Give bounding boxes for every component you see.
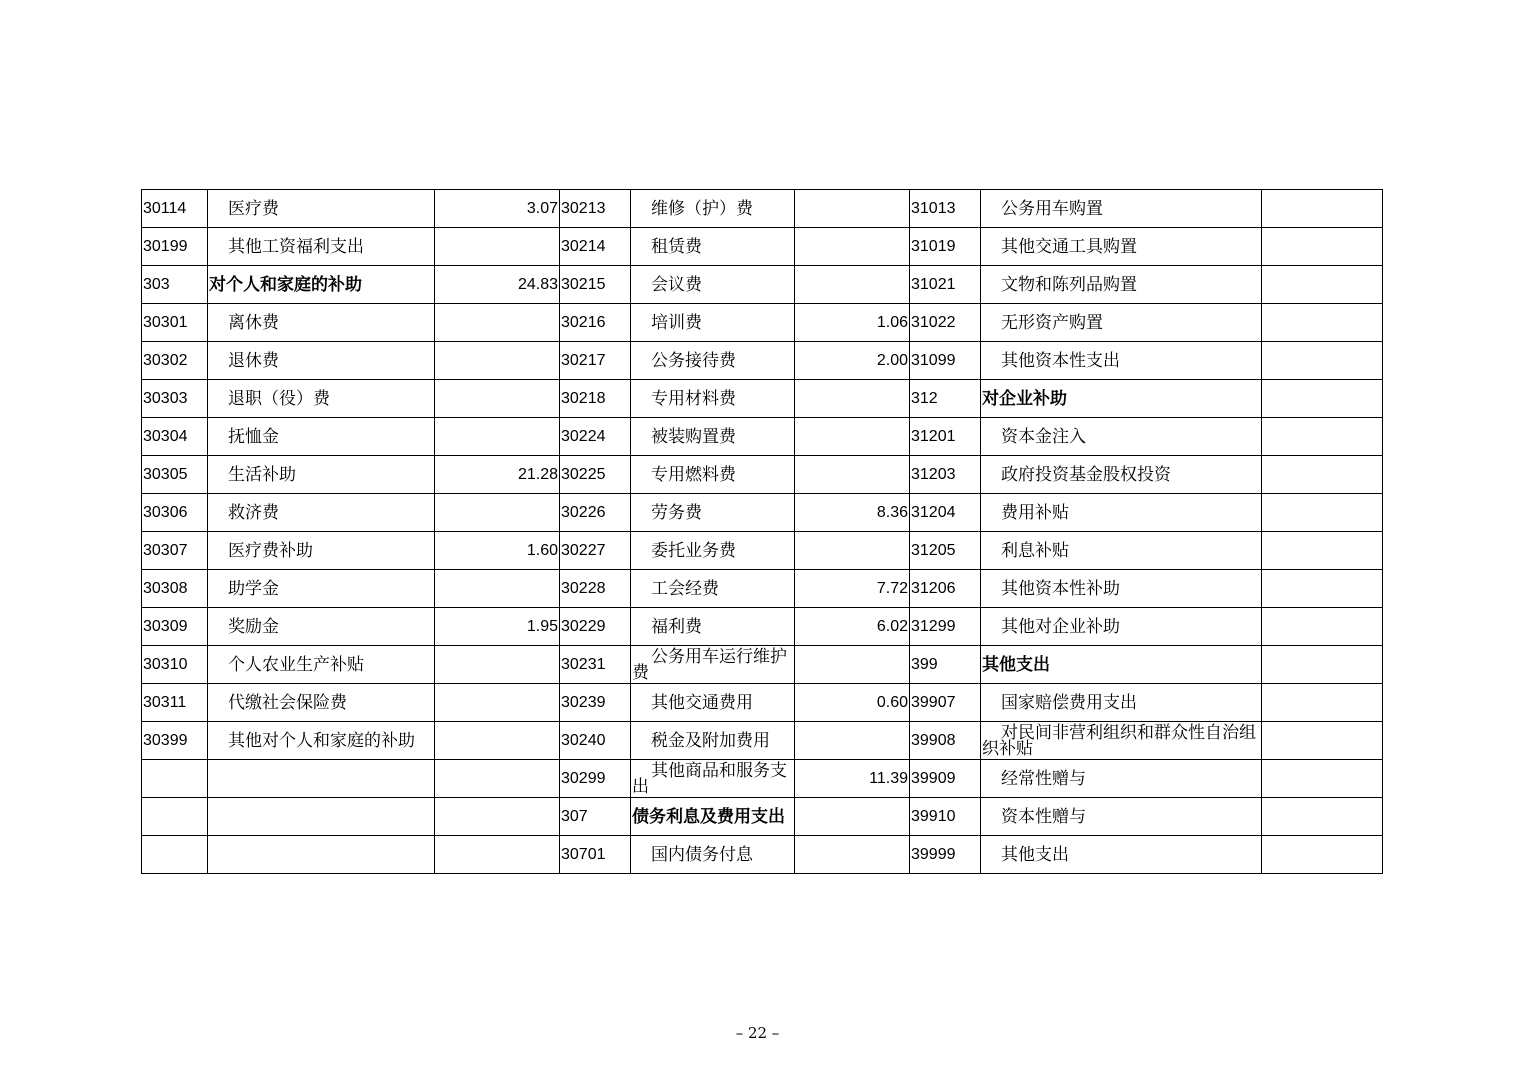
- table-row: [142, 532, 1383, 570]
- amount-cell: [795, 190, 910, 228]
- amount-cell: 1.60: [435, 532, 560, 570]
- amount-cell: 2.00: [795, 342, 910, 380]
- item-code-cell: 30308: [142, 570, 208, 608]
- item-code-cell: [142, 836, 208, 874]
- item-name-cell: 其他资本性补助: [981, 570, 1262, 608]
- table-row: [142, 304, 1383, 342]
- item-name-cell: 其他对企业补助: [981, 608, 1262, 646]
- amount-cell: [435, 494, 560, 532]
- table-row: [142, 266, 1383, 304]
- item-code-cell: 31206: [910, 570, 981, 608]
- item-code-cell: 30701: [560, 836, 631, 874]
- table-row: [142, 836, 1383, 874]
- item-code-cell: 30239: [560, 684, 631, 722]
- item-code-cell: 31019: [910, 228, 981, 266]
- table-row: [142, 456, 1383, 494]
- amount-cell: 8.36: [795, 494, 910, 532]
- item-name-cell: 其他交通工具购置: [981, 228, 1262, 266]
- amount-cell: 11.39: [795, 760, 910, 798]
- amount-cell: [1262, 304, 1383, 342]
- item-code-cell: 312: [910, 380, 981, 418]
- amount-cell: [435, 342, 560, 380]
- table-row: [142, 722, 1383, 760]
- item-name-cell: 其他支出: [981, 646, 1262, 684]
- amount-cell: [435, 684, 560, 722]
- table-body: [142, 190, 1383, 874]
- item-code-cell: 39908: [910, 722, 981, 760]
- item-name-cell: 经常性赠与: [981, 760, 1262, 798]
- item-name-cell: [208, 760, 435, 798]
- amount-cell: [795, 836, 910, 874]
- amount-cell: [1262, 836, 1383, 874]
- item-code-cell: 30214: [560, 228, 631, 266]
- item-name-cell: 医疗费补助: [208, 532, 435, 570]
- item-code-cell: [142, 760, 208, 798]
- amount-cell: 6.02: [795, 608, 910, 646]
- item-code-cell: 31022: [910, 304, 981, 342]
- item-name-cell: 对企业补助: [981, 380, 1262, 418]
- amount-cell: 1.95: [435, 608, 560, 646]
- item-code-cell: 30228: [560, 570, 631, 608]
- amount-cell: 1.06: [795, 304, 910, 342]
- item-name-cell: 租赁费: [631, 228, 795, 266]
- item-code-cell: 30240: [560, 722, 631, 760]
- item-name-cell: 其他商品和服务支出: [631, 760, 795, 798]
- item-code-cell: 30227: [560, 532, 631, 570]
- item-name-cell: 助学金: [208, 570, 435, 608]
- amount-cell: [435, 418, 560, 456]
- table-row: [142, 760, 1383, 798]
- amount-cell: [1262, 266, 1383, 304]
- item-code-cell: 39910: [910, 798, 981, 836]
- table-row: [142, 342, 1383, 380]
- amount-cell: [795, 646, 910, 684]
- item-code-cell: 30311: [142, 684, 208, 722]
- amount-cell: [435, 380, 560, 418]
- item-name-cell: 税金及附加费用: [631, 722, 795, 760]
- item-name-cell: 其他资本性支出: [981, 342, 1262, 380]
- item-name-cell: 委托业务费: [631, 532, 795, 570]
- item-name-cell: 公务接待费: [631, 342, 795, 380]
- item-name-cell: 救济费: [208, 494, 435, 532]
- item-name-cell: 专用燃料费: [631, 456, 795, 494]
- item-name-cell: 资本金注入: [981, 418, 1262, 456]
- item-code-cell: 31099: [910, 342, 981, 380]
- amount-cell: [1262, 494, 1383, 532]
- amount-cell: 24.83: [435, 266, 560, 304]
- amount-cell: [435, 798, 560, 836]
- expense-classification-table: [141, 189, 1383, 874]
- item-code-cell: 31021: [910, 266, 981, 304]
- item-name-cell: 费用补贴: [981, 494, 1262, 532]
- item-name-cell: 离休费: [208, 304, 435, 342]
- item-code-cell: 30304: [142, 418, 208, 456]
- amount-cell: [435, 228, 560, 266]
- table-row: [142, 684, 1383, 722]
- amount-cell: 3.07: [435, 190, 560, 228]
- item-code-cell: 307: [560, 798, 631, 836]
- item-name-cell: 抚恤金: [208, 418, 435, 456]
- item-code-cell: 30226: [560, 494, 631, 532]
- item-name-cell: 培训费: [631, 304, 795, 342]
- amount-cell: [1262, 380, 1383, 418]
- item-name-cell: 生活补助: [208, 456, 435, 494]
- item-code-cell: 31013: [910, 190, 981, 228]
- item-code-cell: 30213: [560, 190, 631, 228]
- table-row: [142, 494, 1383, 532]
- amount-cell: [435, 570, 560, 608]
- item-name-cell: 退休费: [208, 342, 435, 380]
- amount-cell: [1262, 798, 1383, 836]
- item-code-cell: 30218: [560, 380, 631, 418]
- item-code-cell: 31299: [910, 608, 981, 646]
- item-code-cell: 30306: [142, 494, 208, 532]
- item-code-cell: 30231: [560, 646, 631, 684]
- item-code-cell: 31205: [910, 532, 981, 570]
- amount-cell: [435, 646, 560, 684]
- item-code-cell: 31201: [910, 418, 981, 456]
- item-code-cell: 30114: [142, 190, 208, 228]
- item-code-cell: 30399: [142, 722, 208, 760]
- item-name-cell: 劳务费: [631, 494, 795, 532]
- item-name-cell: [208, 798, 435, 836]
- item-name-cell: 公务用车运行维护费: [631, 646, 795, 684]
- item-name-cell: 其他工资福利支出: [208, 228, 435, 266]
- item-code-cell: 303: [142, 266, 208, 304]
- table-row: [142, 418, 1383, 456]
- item-name-cell: 被装购置费: [631, 418, 795, 456]
- item-code-cell: 30305: [142, 456, 208, 494]
- amount-cell: [795, 266, 910, 304]
- item-code-cell: 30216: [560, 304, 631, 342]
- item-name-cell: 其他支出: [981, 836, 1262, 874]
- amount-cell: [1262, 342, 1383, 380]
- amount-cell: [795, 456, 910, 494]
- amount-cell: [1262, 418, 1383, 456]
- item-code-cell: 30225: [560, 456, 631, 494]
- item-name-cell: 债务利息及费用支出: [631, 798, 795, 836]
- amount-cell: [795, 798, 910, 836]
- item-code-cell: [142, 798, 208, 836]
- item-name-cell: 奖励金: [208, 608, 435, 646]
- amount-cell: [1262, 456, 1383, 494]
- amount-cell: 7.72: [795, 570, 910, 608]
- item-name-cell: 其他对个人和家庭的补助: [208, 722, 435, 760]
- item-name-cell: 公务用车购置: [981, 190, 1262, 228]
- item-name-cell: 国内债务付息: [631, 836, 795, 874]
- item-name-cell: 其他交通费用: [631, 684, 795, 722]
- item-name-cell: 工会经费: [631, 570, 795, 608]
- item-name-cell: 利息补贴: [981, 532, 1262, 570]
- item-name-cell: 对民间非营利组织和群众性自治组织补贴: [981, 722, 1262, 760]
- amount-cell: [795, 532, 910, 570]
- item-code-cell: 39907: [910, 684, 981, 722]
- item-name-cell: 个人农业生产补贴: [208, 646, 435, 684]
- item-code-cell: 30229: [560, 608, 631, 646]
- item-name-cell: 文物和陈列品购置: [981, 266, 1262, 304]
- amount-cell: [1262, 190, 1383, 228]
- item-code-cell: 30309: [142, 608, 208, 646]
- item-code-cell: 39999: [910, 836, 981, 874]
- item-code-cell: 30224: [560, 418, 631, 456]
- amount-cell: 21.28: [435, 456, 560, 494]
- item-code-cell: 30199: [142, 228, 208, 266]
- item-code-cell: 39909: [910, 760, 981, 798]
- table-row: [142, 570, 1383, 608]
- table-row: [142, 646, 1383, 684]
- item-code-cell: 30302: [142, 342, 208, 380]
- amount-cell: [1262, 684, 1383, 722]
- amount-cell: [1262, 646, 1383, 684]
- page-number: – 22 –: [735, 1024, 780, 1042]
- item-name-cell: 政府投资基金股权投资: [981, 456, 1262, 494]
- item-name-cell: 专用材料费: [631, 380, 795, 418]
- amount-cell: [435, 304, 560, 342]
- item-name-cell: 福利费: [631, 608, 795, 646]
- item-code-cell: 30310: [142, 646, 208, 684]
- amount-cell: [1262, 760, 1383, 798]
- item-name-cell: 代缴社会保险费: [208, 684, 435, 722]
- table-row: [142, 380, 1383, 418]
- item-name-cell: 对个人和家庭的补助: [208, 266, 435, 304]
- amount-cell: [1262, 608, 1383, 646]
- item-name-cell: 国家赔偿费用支出: [981, 684, 1262, 722]
- amount-cell: [435, 722, 560, 760]
- item-code-cell: 399: [910, 646, 981, 684]
- amount-cell: [795, 418, 910, 456]
- item-code-cell: 30303: [142, 380, 208, 418]
- item-name-cell: 维修（护）费: [631, 190, 795, 228]
- item-name-cell: 会议费: [631, 266, 795, 304]
- table-row: [142, 608, 1383, 646]
- amount-cell: [435, 760, 560, 798]
- amount-cell: [1262, 570, 1383, 608]
- item-name-cell: 无形资产购置: [981, 304, 1262, 342]
- amount-cell: [795, 722, 910, 760]
- amount-cell: [1262, 228, 1383, 266]
- item-name-cell: [208, 836, 435, 874]
- amount-cell: [435, 836, 560, 874]
- item-code-cell: 30217: [560, 342, 631, 380]
- item-name-cell: 退职（役）费: [208, 380, 435, 418]
- item-code-cell: 31204: [910, 494, 981, 532]
- item-code-cell: 31203: [910, 456, 981, 494]
- table-row: [142, 798, 1383, 836]
- table-row: [142, 190, 1383, 228]
- item-name-cell: 资本性赠与: [981, 798, 1262, 836]
- item-name-cell: 医疗费: [208, 190, 435, 228]
- amount-cell: [1262, 722, 1383, 760]
- item-code-cell: 30299: [560, 760, 631, 798]
- item-code-cell: 30301: [142, 304, 208, 342]
- item-code-cell: 30307: [142, 532, 208, 570]
- table-row: [142, 228, 1383, 266]
- amount-cell: 0.60: [795, 684, 910, 722]
- amount-cell: [795, 228, 910, 266]
- item-code-cell: 30215: [560, 266, 631, 304]
- amount-cell: [1262, 532, 1383, 570]
- amount-cell: [795, 380, 910, 418]
